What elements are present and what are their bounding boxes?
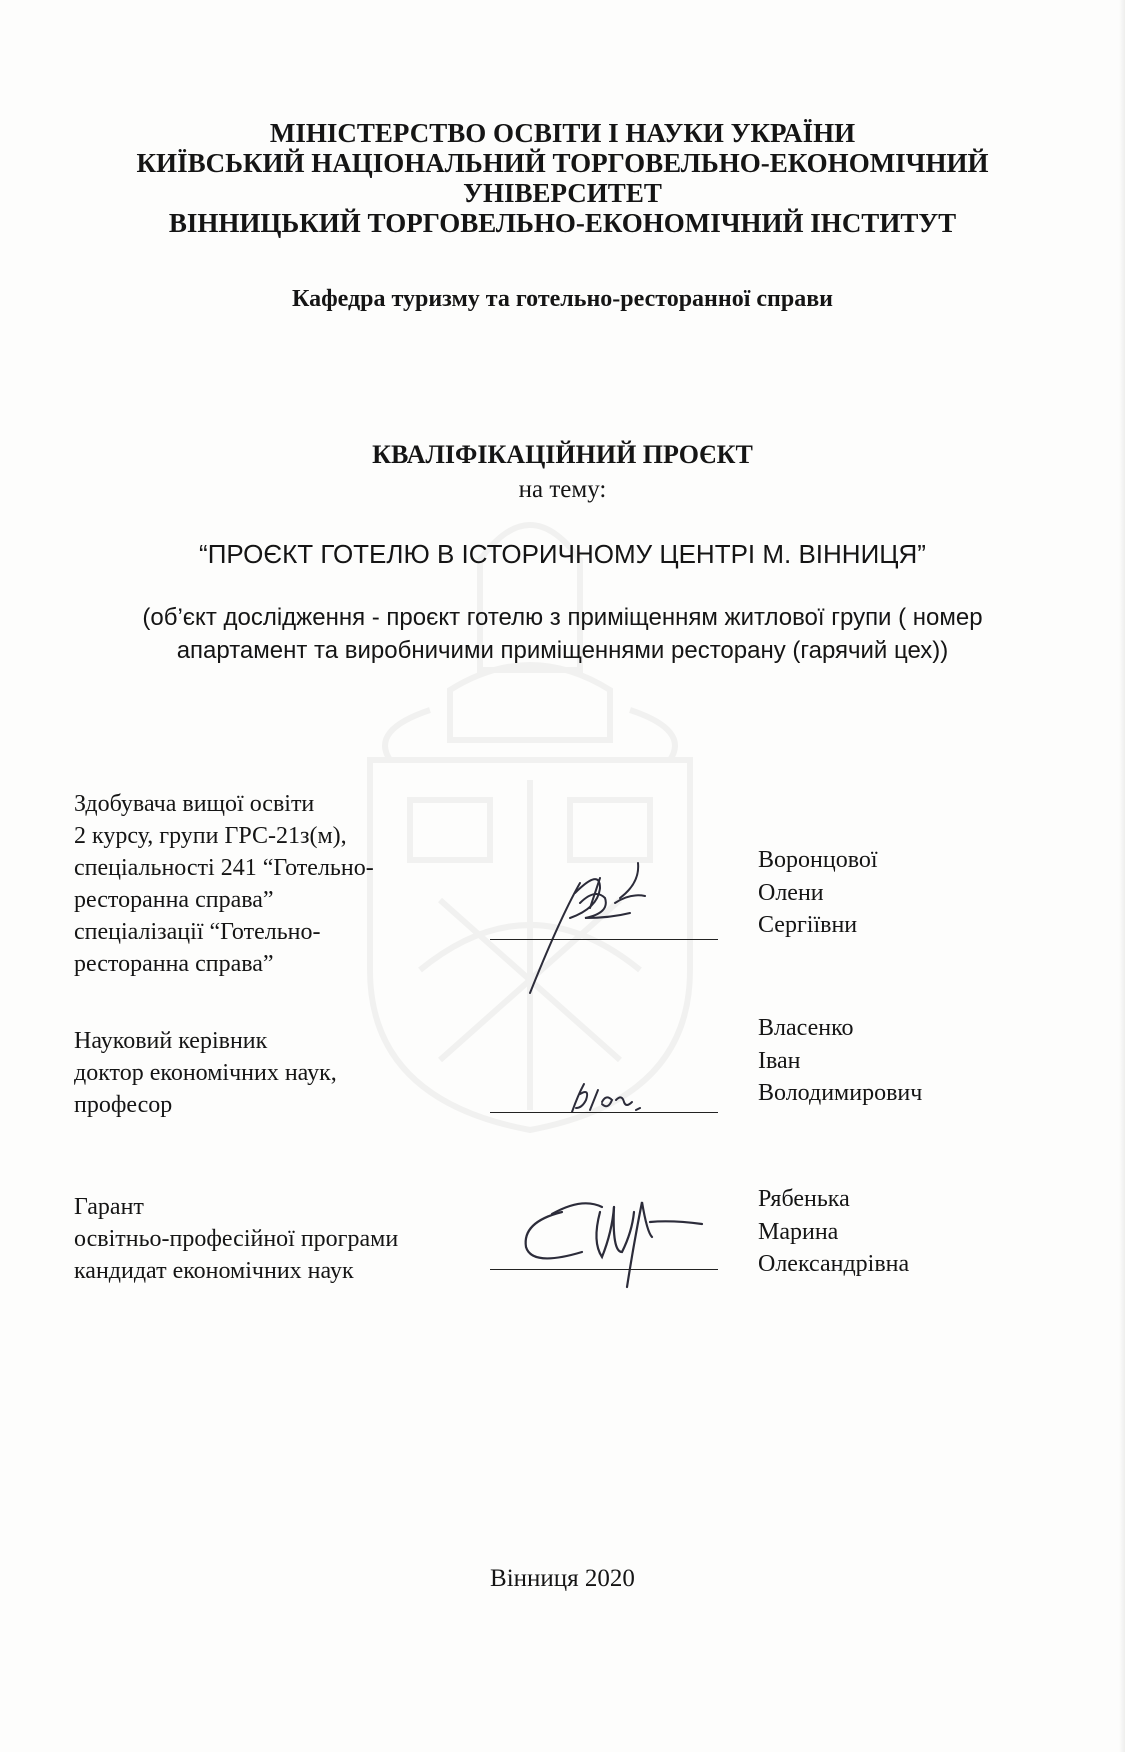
name-line: Олени bbox=[758, 879, 824, 906]
coat-of-arms-watermark-icon bbox=[330, 500, 730, 1140]
role-line: спеціальності 241 “Готельно- bbox=[74, 855, 374, 881]
guarantor-signature-line bbox=[490, 1269, 718, 1270]
name-line: Іван bbox=[758, 1047, 801, 1074]
role-line: кандидат економічних наук bbox=[74, 1258, 354, 1284]
name-line: Олександрівна bbox=[758, 1251, 910, 1277]
role-line: професор bbox=[74, 1092, 173, 1118]
role-line: Здобувача вищої освіти bbox=[74, 791, 315, 817]
name-line: Рябенька bbox=[758, 1186, 850, 1212]
role-line: освітньо-професійної програми bbox=[74, 1226, 399, 1252]
role-line: Науковий керівник bbox=[74, 1028, 268, 1054]
header-line-institute: ВІННИЦЬКИЙ ТОРГОВЕЛЬНО-ЕКОНОМІЧНИЙ ІНСТИТУТ bbox=[168, 208, 957, 238]
header-line-university: КИЇВСЬКИЙ НАЦІОНАЛЬНИЙ ТОРГОВЕЛЬНО-ЕКОНОМІЧНИЙ bbox=[136, 148, 989, 178]
student-role bbox=[74, 788, 374, 980]
supervisor-signature-icon bbox=[568, 1080, 658, 1116]
research-object-line: апартамент та виробничими приміщеннями ресторану (гарячий цех)) bbox=[176, 637, 949, 664]
student-name bbox=[758, 844, 878, 942]
role-line: ресторанна справа” bbox=[74, 887, 274, 913]
supervisor-role bbox=[74, 1025, 337, 1121]
research-object bbox=[0, 601, 1125, 667]
institution-header bbox=[0, 118, 1125, 238]
role-line: доктор економічних наук, bbox=[74, 1060, 337, 1086]
role-line: 2 курсу, групи ГРС-21з(м), bbox=[74, 823, 347, 849]
city-year-footer: Вінниця 2020 bbox=[490, 1565, 635, 1592]
project-topic: “ПРОЄКТ ГОТЕЛЮ В ІСТОРИЧНОМУ ЦЕНТРІ М. ВІННИЦЯ” bbox=[199, 539, 926, 569]
name-line: Марина bbox=[758, 1218, 839, 1245]
name-line: Власенко bbox=[758, 1015, 854, 1041]
topic-label: на тему: bbox=[518, 476, 607, 503]
guarantor-role bbox=[74, 1191, 398, 1287]
name-line: Сергіївни bbox=[758, 912, 858, 938]
department-name: Кафедра туризму та готельно-ресторанної справи bbox=[291, 286, 833, 312]
name-line: Воронцової bbox=[758, 847, 878, 873]
student-signature-line bbox=[490, 939, 718, 940]
supervisor-signature-line bbox=[490, 1112, 718, 1113]
role-line: ресторанна справа” bbox=[74, 951, 274, 977]
guarantor-name bbox=[758, 1183, 909, 1281]
role-line: спеціалізації “Готельно- bbox=[74, 919, 321, 945]
supervisor-name bbox=[758, 1012, 922, 1110]
guarantor-signature-icon bbox=[522, 1192, 712, 1292]
research-object-line: (об’єкт дослідження - проєкт готелю з приміщенням житлової групи ( номер bbox=[142, 604, 983, 631]
student-signature-icon bbox=[520, 858, 660, 998]
header-line-university-cont: УНІВЕРСИТЕТ bbox=[463, 178, 662, 208]
header-line-ministry: МІНІСТЕРСТВО ОСВІТИ І НАУКИ УКРАЇНИ bbox=[269, 118, 856, 148]
role-line: Гарант bbox=[74, 1194, 144, 1220]
scan-edge-shadow bbox=[1119, 0, 1125, 1752]
work-type-title: КВАЛІФІКАЦІЙНИЙ ПРОЄКТ bbox=[372, 440, 753, 469]
name-line: Володимирович bbox=[758, 1080, 923, 1106]
